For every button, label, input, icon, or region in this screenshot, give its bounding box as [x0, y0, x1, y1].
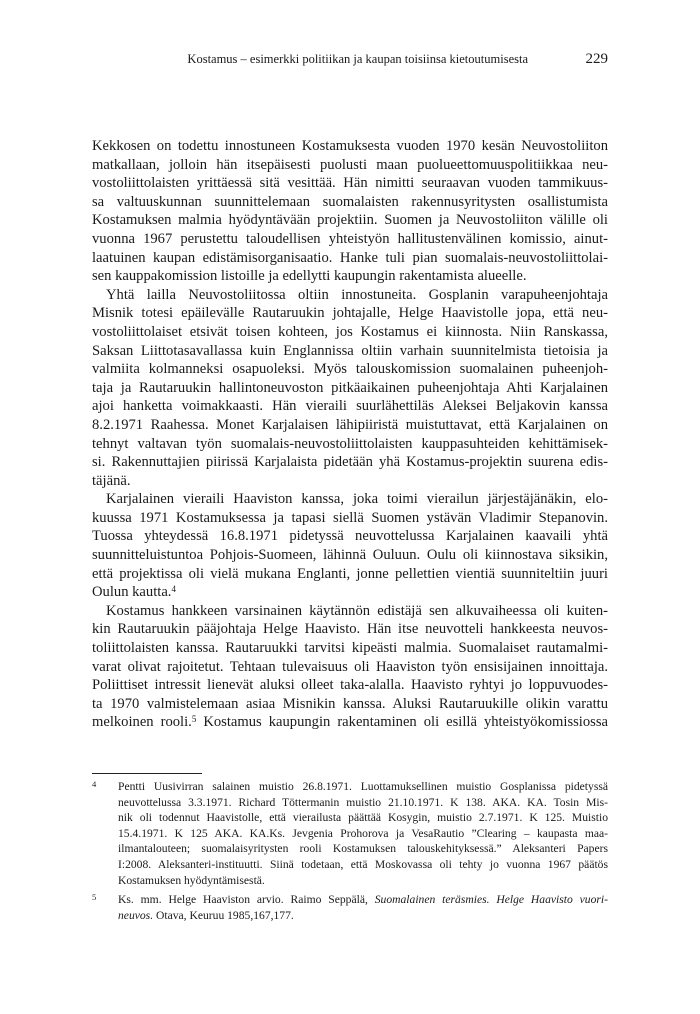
text-line: toliittolaisten kanssa. Rautaruukki tarvitsi kipeästi malmia. Suomalaiset rautamalmi- [92, 640, 608, 657]
text-line: että projektissa oli vielä mukana Englanti, jonne pellettien vientiä suunniteltiin juuri [92, 565, 608, 582]
footnote-line: Pentti Uusivirran salainen muistio 26.8.1971. Luottamuksellinen muistio Gosplanissa pidetyssä [118, 780, 608, 793]
paragraph [92, 286, 608, 491]
footnote-line: nik oli todennut Haavistolle, että vierailusta päättää Kosygin, muistio 2.7.1971. K 125. Muistio [118, 811, 608, 825]
text-line: Kostamus hankkeen varsinainen käytännön edistäjä sen alkuvaiheessa oli kuiten- [106, 602, 608, 619]
footnote-line: I:2008. Aleksanteri-instituutti. Siinä todetaan, että Moskovassa oli tehty jo vuonna 1967 päätös [118, 857, 608, 871]
text-segment: Kostamus kaupungin rakentaminen oli esillä yhteistyökomissiossa [196, 714, 608, 731]
text-line: laatuinen kaupan edistämisorganisaatio. Hanke tuli pian suomalais-neuvostoliittolai- [92, 249, 608, 266]
text-line: taja ja Rautaruukin hallintoneuvoston pitkäaikainen puheenjohtaja Ahti Karjalainen [92, 379, 608, 396]
running-title: Kostamus – esimerkki politiikan ja kaupan toisiinsa kietoutumisesta [187, 52, 528, 66]
footnote-number: 4 [92, 779, 97, 789]
body-text [92, 137, 608, 732]
paragraph [92, 490, 608, 602]
footnote-number: 5 [92, 892, 97, 903]
paragraph [92, 137, 608, 286]
text-segment: Oulun kautta. [92, 584, 172, 601]
text-line: Misnik totesi epäilevälle Rautaruukin johtajalle, Helge Haavistolle jopa, että neu- [92, 305, 608, 322]
text-line: matkallaan, jolloin hän itsepäisesti puolusti maan puolueettomuuspolitiikkaa neu- [92, 156, 608, 173]
text-line: Saksan Liittotasavallassa kuin Englannissa oltiin varhain suunnitelmista tietoisia ja [92, 342, 608, 359]
text-line: varat olivat rajoitetut. Tehtaan tulevaisuus oli Haaviston työn ensisijainen innoittaja. [92, 658, 608, 675]
footnote-line: Kostamuksen hyödyntämisestä. [118, 873, 265, 887]
text-line: 8.2.1971 Raahessa. Monet Karjalaisen lähipiiristä muistuttavat, että Karjalainen on [92, 416, 608, 433]
footnote-text: Ks. mm. Helge Haaviston arvio. Raimo Seppälä, [118, 893, 375, 907]
book-title: neuvos. [118, 908, 154, 922]
paragraph [92, 602, 608, 732]
text-line: suunnitteluistuntoa Pohjois-Suomeen, lähinnä Ouluun. Oulu oli kiinnostava siksikin, [92, 547, 608, 564]
text-line: kin Rautaruukin pääjohtaja Helge Haavisto. Hän itse neuvotteli hankkeesta neuvos- [92, 621, 608, 638]
text-line: si. Rakennuttajien piirissä Karjalaista pidetään yhä Kostamus-projektin suurena edis- [92, 454, 608, 471]
footnote-line [118, 892, 608, 908]
footnote-text: Otava, Keuruu 1985,167,177. [153, 908, 294, 922]
footnote-line: ilmantalouteen; suomalaisyritysten rooli Kostamuksen talouskehityksessä.” Aleksanteri Papers [118, 842, 608, 856]
footnote [92, 779, 608, 888]
text-line: vuonna 1967 perustettu taloudellisen yhteistyön hallitustenvälinen komissio, ainut- [92, 230, 608, 247]
text-line: Poliittiset intressit lienevät aluksi olleet taka-alalla. Haavisto ryhtyi jo loppuvuodes- [92, 677, 608, 694]
text-line: tehnyt valtavan työn suomalais-neuvostoliittolaisten kauppasuhteiden kehittämisek- [92, 435, 608, 452]
footnote-ref[interactable]: 5 [191, 714, 197, 725]
footnote [92, 892, 608, 923]
footnote-ref[interactable]: 4 [171, 584, 176, 595]
text-line: sa valtuuskunnan suunnittelemaan suomalaisten rakennusyritysten osallistumista [92, 193, 608, 210]
footnotes [92, 779, 608, 923]
text-line: Yhtä lailla Neuvostoliitossa oltiin innostuneita. Gosplanin varapuheenjohtaja [106, 286, 608, 303]
text-line: kuussa 1971 Kostamuksessa ja tapasi siellä Suomen ystävän Vladimir Stepanovin. [92, 509, 608, 526]
text-line: vostoliittolaisten yrittäessä sitä vesittää. Hän nimitti seuraavan vuoden tammikuus- [92, 175, 608, 192]
text-line: vostoliittolaiset etsivät toisen kohteen, jos Kostamus ei kiinnosta. Niin Ranskassa, [92, 323, 608, 340]
text-line: Karjalainen vieraili Haaviston kanssa, joka toimi vierailun järjestäjänäkin, elo- [106, 491, 608, 508]
page-number: 229 [585, 51, 608, 67]
text-line: Kekkosen on todettu innostuneen Kostamuksesta vuoden 1970 kesän Neuvostoliiton [92, 138, 608, 154]
footnote-line [118, 908, 608, 924]
text-line: Kostamuksen malmia hyödyntävään projektiin. Suomen ja Neuvostoliiton välille oli [92, 212, 608, 229]
book-title: Suomalainen teräsmies. Helge Haavisto vuori- [374, 893, 608, 907]
text-line: täjänä. [92, 472, 131, 489]
text-line: Tuossa yhteydessä 16.8.1971 pidetyssä neuvottelussa Karjalainen kaavaili yhtä [92, 528, 608, 545]
text-line: valmiita kolmanneksi osapuoleksi. Myös talouskomission suomalainen puheenjoh- [92, 361, 608, 378]
footnote-line: 15.4.1971. K 125 AKA. KA.Ks. Jevgenia Prohorova ja VesaRautio ”Clearing – kaupasta maa- [118, 826, 608, 840]
text-line: sen kauppakomission listoille ja edellytti kaupungin rakentamista alueelle. [92, 268, 527, 285]
footnote-rule [92, 773, 202, 774]
running-header [92, 52, 608, 70]
text-line [92, 713, 608, 732]
text-segment: melkoinen rooli. [92, 714, 192, 731]
text-line: ta 1970 valmistelemaan asiaa Misnikin kanssa. Aluksi Rautaruukille olikin varattu [92, 695, 608, 712]
text-line [92, 583, 608, 602]
footnote-line: neuvottelussa 3.3.1971. Richard Töttermanin muistio 21.10.1971. K 138. AKA. KA. Tosin Mis- [118, 795, 608, 809]
text-line: ajoi hanketta voimakkaasti. Hän vieraili suurlähettiläs Aleksei Beljakovin kanssa [92, 398, 608, 415]
